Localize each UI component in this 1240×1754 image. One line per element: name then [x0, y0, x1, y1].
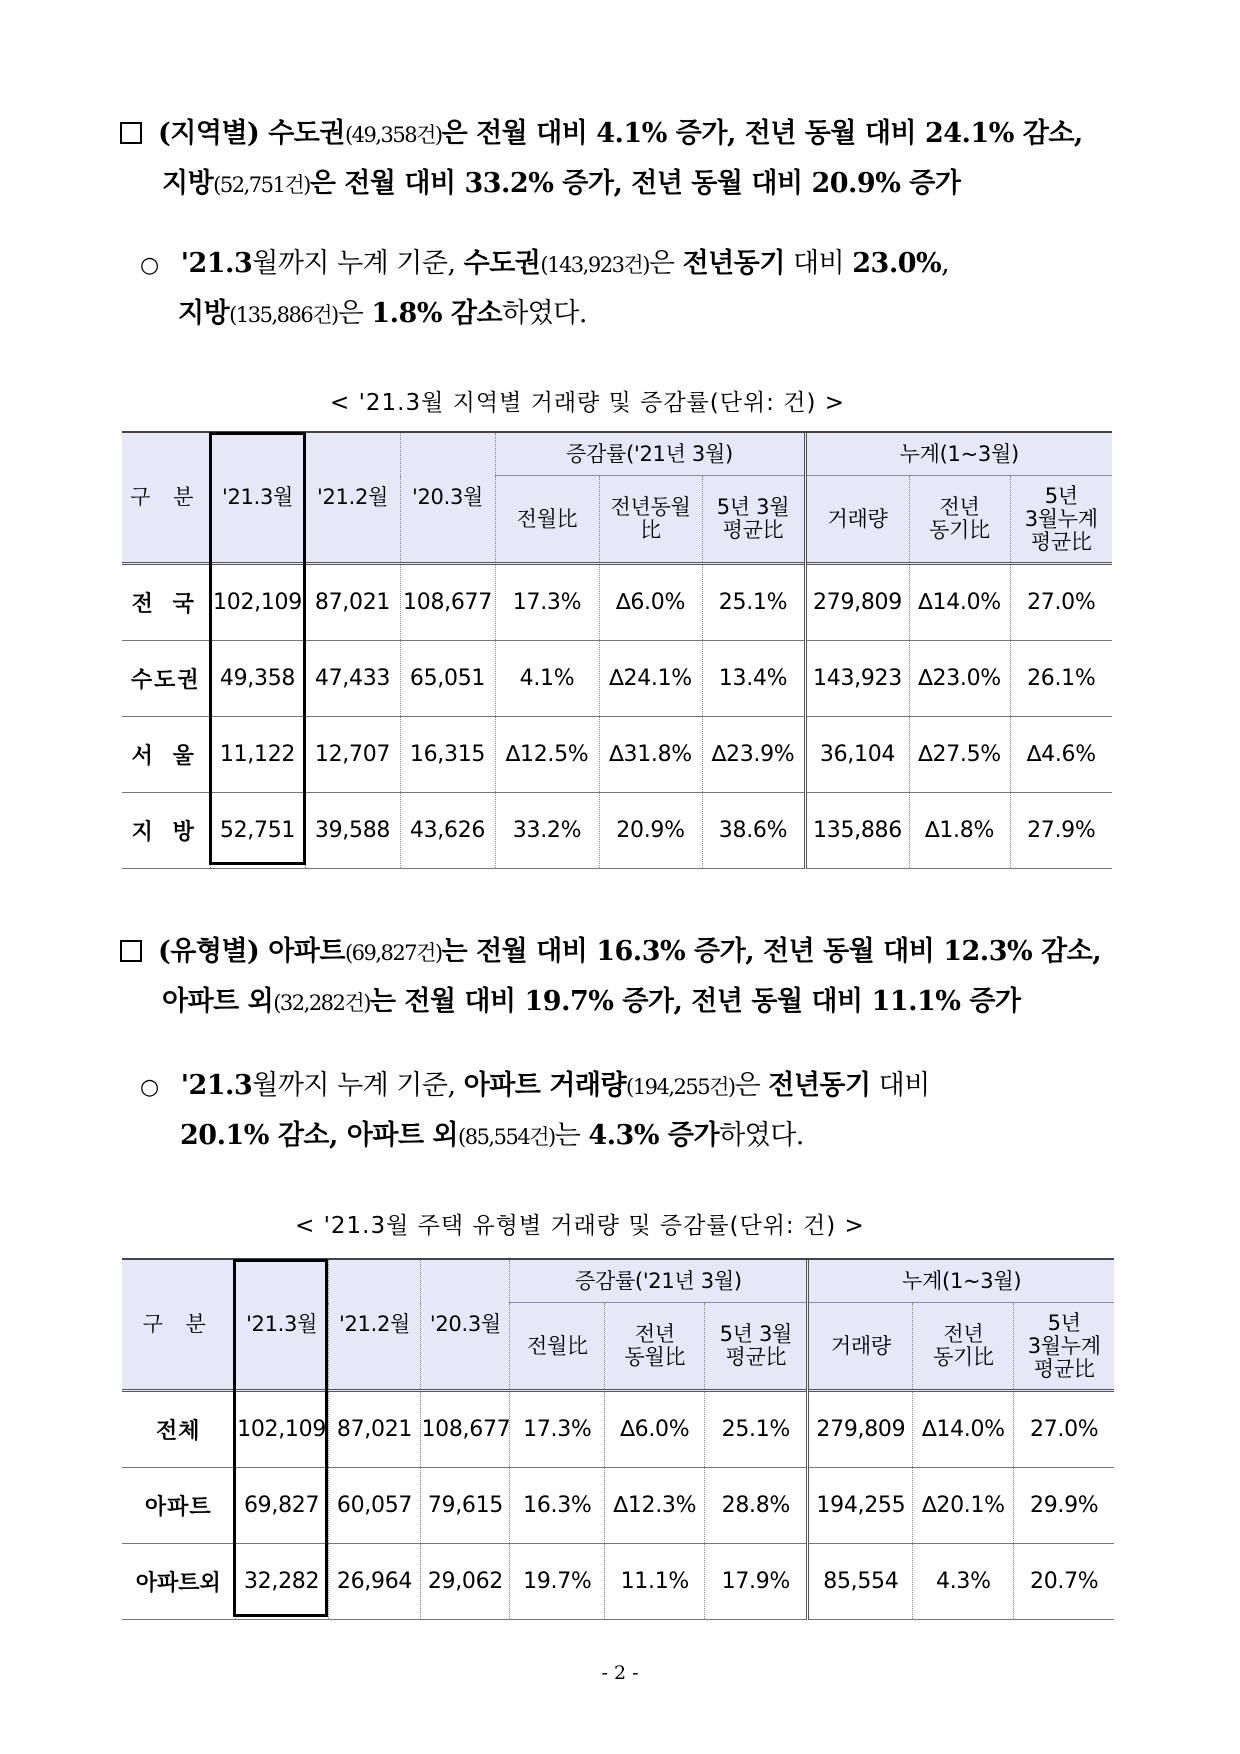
cell: 4.1% [495, 641, 599, 717]
cell: 87,021 [305, 564, 400, 641]
header-mom: 전월比 [510, 1303, 605, 1391]
header-2102: '21.2월 [305, 433, 400, 564]
cell: 29.9% [1014, 1468, 1114, 1544]
page-number: - 2 - [601, 1662, 639, 1684]
circle-bullet-icon: ○ [140, 253, 159, 278]
cell: ∆12.3% [605, 1468, 705, 1544]
cell: 17.9% [705, 1544, 808, 1620]
cell: 11,122 [210, 717, 305, 793]
header-growth-rate: 증감률('21년 3월) [510, 1260, 808, 1303]
table-row [122, 564, 1112, 641]
cell: ∆12.5% [495, 717, 599, 793]
cell: 102,109 [235, 1391, 328, 1468]
cell: 17.3% [510, 1391, 605, 1468]
cell: 279,809 [805, 564, 909, 641]
type-summary-line-1: (유형별) 아파트(69,827건)는 전월 대비 16.3% 증가, 전년 동월 대비 12.3% 감소, [120, 928, 1101, 977]
table1-caption: < '21.3월 지역별 거래량 및 증감률(단위: 건) > [330, 390, 846, 416]
cell: 26.1% [1010, 641, 1112, 717]
cell: ∆14.0% [909, 564, 1010, 641]
cell: 43,626 [400, 793, 495, 869]
cell: 102,109 [210, 564, 305, 641]
cell: 60,057 [328, 1468, 421, 1544]
cell: ∆23.0% [909, 641, 1010, 717]
header-yoy: 전년 동월比 [605, 1303, 705, 1391]
cell: 69,827 [235, 1468, 328, 1544]
row-label: 지 방 [122, 793, 210, 869]
header-yoy-cum: 전년 동기比 [913, 1303, 1014, 1391]
cell: 143,923 [805, 641, 909, 717]
cell: 194,255 [808, 1468, 913, 1544]
cell: 39,588 [305, 793, 400, 869]
header-volume: 거래량 [808, 1303, 913, 1391]
table-row [122, 1468, 1114, 1544]
cell: ∆1.8% [909, 793, 1010, 869]
header-5yr-avg: 5년 3월 평균比 [705, 1303, 808, 1391]
cell: 135,886 [805, 793, 909, 869]
row-label: 전체 [122, 1391, 235, 1468]
cell: 85,554 [808, 1544, 913, 1620]
table-row [122, 793, 1112, 869]
cell: ∆4.6% [1010, 717, 1112, 793]
table-row [122, 717, 1112, 793]
row-label: 전 국 [122, 564, 210, 641]
header-cumulative: 누계(1~3월) [805, 433, 1112, 476]
region-transactions-table [122, 433, 1112, 869]
cell: 11.1% [605, 1544, 705, 1620]
cell: 25.1% [705, 1391, 808, 1468]
cell: 108,677 [421, 1391, 510, 1468]
cell: 4.3% [913, 1544, 1014, 1620]
table-row [122, 1544, 1114, 1620]
header-2003: '20.3월 [421, 1260, 510, 1391]
cell: 26,964 [328, 1544, 421, 1620]
header-yoy-cum: 전년 동기比 [909, 476, 1010, 564]
cell: 20.9% [599, 793, 702, 869]
region-summary-line-2: 지방(52,751건)은 전월 대비 33.2% 증가, 전년 동월 대비 20.9% 증가 [162, 168, 961, 199]
cell: 38.6% [702, 793, 805, 869]
cell: 33.2% [495, 793, 599, 869]
region-cumulative-line-1: ○ '21.3월까지 누계 기준, 수도권(143,923건)은 전년동기 대비 23.0%, [140, 240, 949, 290]
header-volume: 거래량 [805, 476, 909, 564]
type-cumulative-line-2: 20.1% 감소, 아파트 외(85,554건)는 4.3% 증가하였다. [180, 1120, 804, 1151]
cell: 28.8% [705, 1468, 808, 1544]
cell: ∆14.0% [913, 1391, 1014, 1468]
cell: 16,315 [400, 717, 495, 793]
cell: ∆6.0% [605, 1391, 705, 1468]
cell: 49,358 [210, 641, 305, 717]
cell: 12,707 [305, 717, 400, 793]
row-label: 아파트외 [122, 1544, 235, 1620]
header-category: 구 분 [122, 1260, 235, 1391]
header-2003: '20.3월 [400, 433, 495, 564]
cell: 20.7% [1014, 1544, 1114, 1620]
cell: 52,751 [210, 793, 305, 869]
row-label: 수도권 [122, 641, 210, 717]
cell: ∆27.5% [909, 717, 1010, 793]
header-5yr-avg: 5년 3월 평균比 [702, 476, 805, 564]
cell: 27.9% [1010, 793, 1112, 869]
header-5yr-cum-avg: 5년 3월누계 평균比 [1014, 1303, 1114, 1391]
header-2103: '21.3월 [235, 1260, 328, 1391]
checkbox-bullet-icon [120, 940, 142, 962]
cell: 32,282 [235, 1544, 328, 1620]
cell: 13.4% [702, 641, 805, 717]
cell: 27.0% [1010, 564, 1112, 641]
cell: 279,809 [808, 1391, 913, 1468]
row-label: 아파트 [122, 1468, 235, 1544]
header-mom: 전월比 [495, 476, 599, 564]
cell: ∆31.8% [599, 717, 702, 793]
cell: 17.3% [495, 564, 599, 641]
header-growth-rate: 증감률('21년 3월) [495, 433, 805, 476]
region-cumulative-line-2: 지방(135,886건)은 1.8% 감소하였다. [178, 298, 587, 329]
table-row [122, 641, 1112, 717]
header-2102: '21.2월 [328, 1260, 421, 1391]
checkbox-bullet-icon [120, 122, 142, 144]
type-cumulative-line-1: ○ '21.3월까지 누계 기준, 아파트 거래량(194,255건)은 전년동기 대비 [140, 1062, 930, 1112]
cell: 47,433 [305, 641, 400, 717]
header-category: 구 분 [122, 433, 210, 564]
cell: 27.0% [1014, 1391, 1114, 1468]
cell: ∆23.9% [702, 717, 805, 793]
cell: 108,677 [400, 564, 495, 641]
cell: ∆6.0% [599, 564, 702, 641]
table-row [122, 1391, 1114, 1468]
table2-caption: < '21.3월 주택 유형별 거래량 및 증감률(단위: 건) > [295, 1213, 865, 1239]
cell: 16.3% [510, 1468, 605, 1544]
cell: ∆24.1% [599, 641, 702, 717]
type-summary-line-2: 아파트 외(32,282건)는 전월 대비 19.7% 증가, 전년 동월 대비 11.1% 증가 [162, 986, 1021, 1017]
cell: 19.7% [510, 1544, 605, 1620]
cell: 36,104 [805, 717, 909, 793]
cell: ∆20.1% [913, 1468, 1014, 1544]
cell: 29,062 [421, 1544, 510, 1620]
cell: 65,051 [400, 641, 495, 717]
region-summary-line-1: (지역별) 수도권(49,358건)은 전월 대비 4.1% 증가, 전년 동월 대비 24.1% 감소, [120, 110, 1083, 159]
cell: 87,021 [328, 1391, 421, 1468]
header-2103: '21.3월 [210, 433, 305, 564]
header-cumulative: 누계(1~3월) [808, 1260, 1114, 1303]
cell: 25.1% [702, 564, 805, 641]
header-5yr-cum-avg: 5년 3월누계 평균比 [1010, 476, 1112, 564]
cell: 79,615 [421, 1468, 510, 1544]
housing-type-transactions-table [122, 1260, 1114, 1620]
row-label: 서 울 [122, 717, 210, 793]
circle-bullet-icon: ○ [140, 1075, 159, 1100]
header-yoy: 전년동월 比 [599, 476, 702, 564]
